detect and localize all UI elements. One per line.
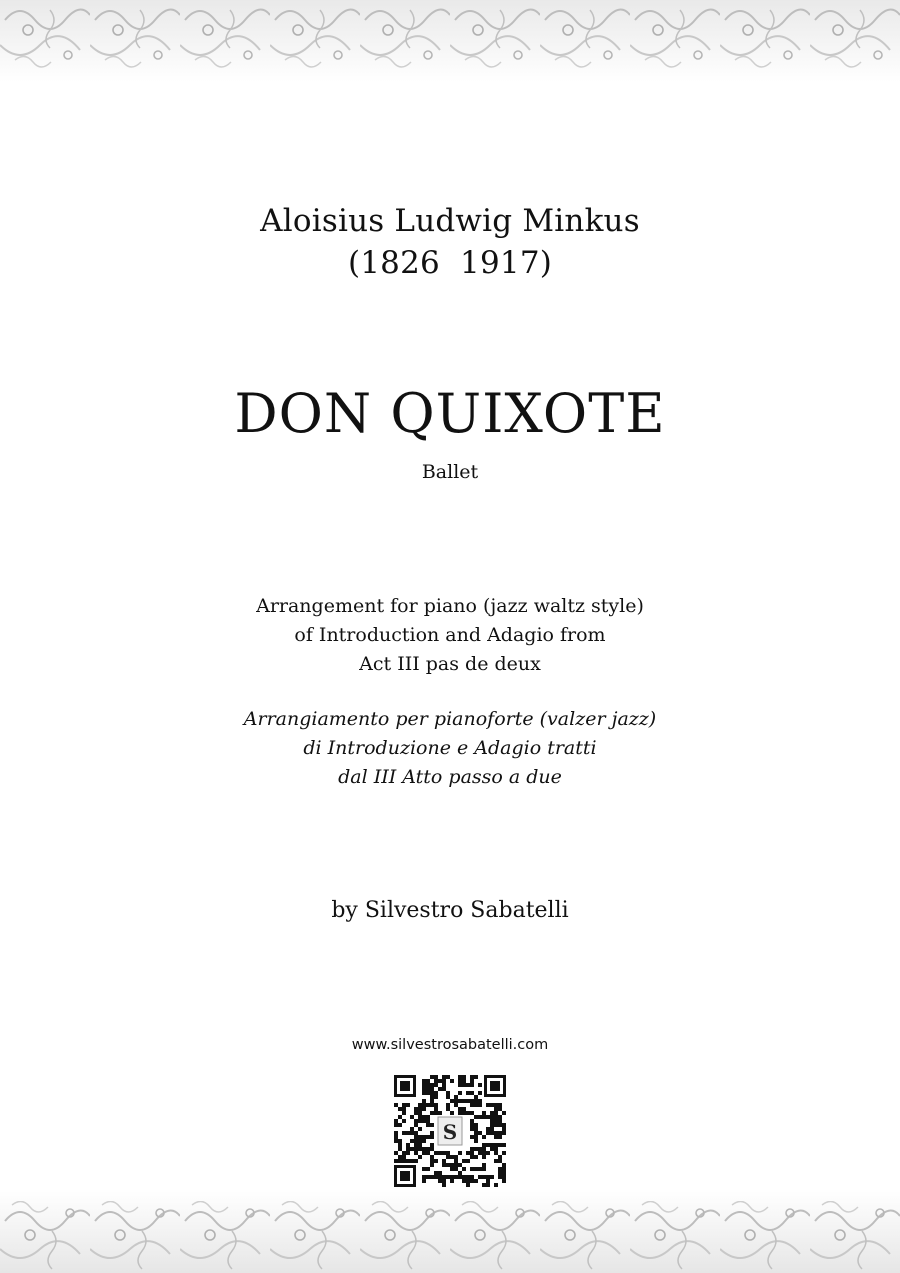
arrangement-english xyxy=(0,592,900,679)
composer-dates: (1826 1917) xyxy=(347,245,553,281)
website-link[interactable]: www.silvestrosabatelli.com xyxy=(351,1037,549,1053)
work-genre: Ballet xyxy=(421,461,479,483)
bottom-ornamental-border xyxy=(0,1191,900,1273)
top-ornamental-border xyxy=(0,0,900,82)
composer-name: Aloisius Ludwig Minkus xyxy=(260,203,640,239)
composer-block xyxy=(0,200,900,284)
arrangement-it-line: Arrangiamento per pianoforte (valzer jazz) xyxy=(243,708,657,730)
work-title: DON QUIXOTE xyxy=(234,382,666,445)
qr-logo-letter: S xyxy=(442,1120,458,1144)
arranger-credit: by Silvestro Sabatelli xyxy=(331,898,569,923)
arrangement-en-line: of Introduction and Adagio from xyxy=(294,624,606,646)
arrangement-it-line: dal III Atto passo a due xyxy=(338,766,562,788)
arrangement-it-line: di Introduzione e Adagio tratti xyxy=(303,737,597,759)
arrangement-en-line: Act III pas de deux xyxy=(359,653,541,675)
qr-code-icon[interactable] xyxy=(393,1074,507,1188)
arrangement-italian xyxy=(0,705,900,792)
arrangement-en-line: Arrangement for piano (jazz waltz style) xyxy=(256,595,644,617)
